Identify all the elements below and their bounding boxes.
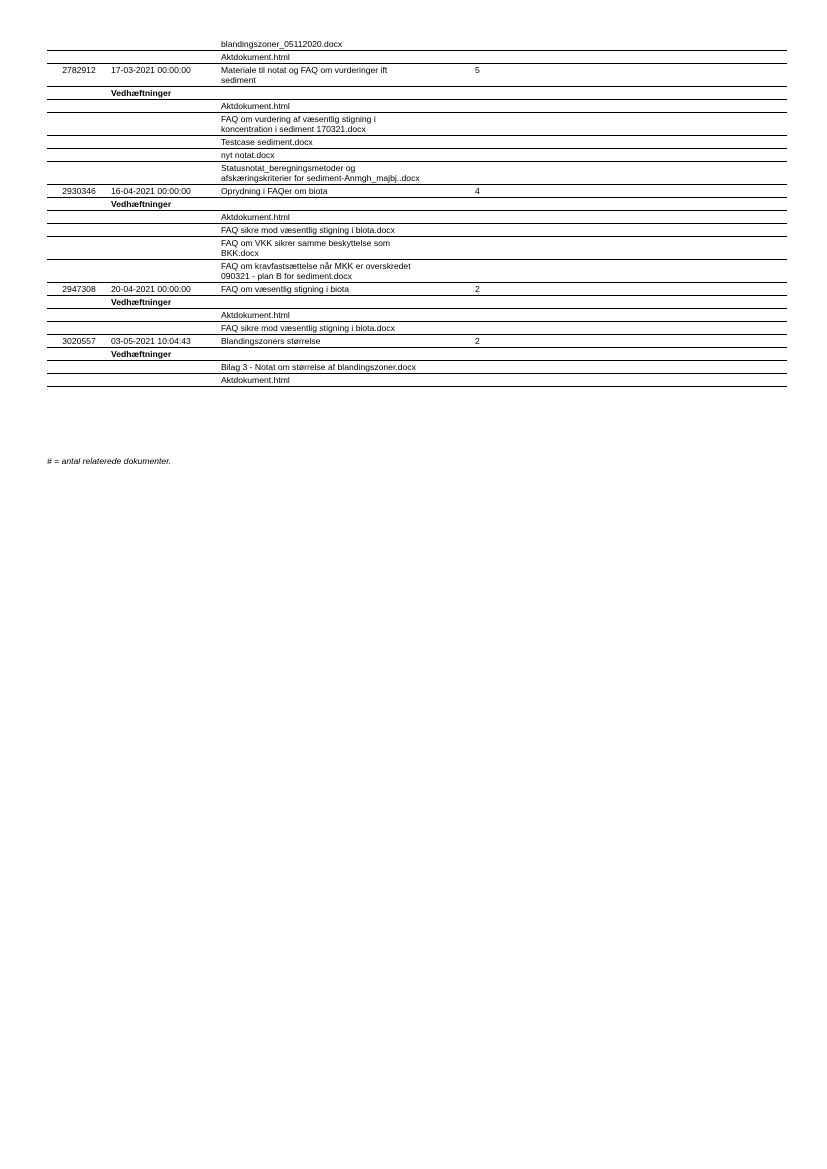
record-id-cell	[47, 64, 111, 87]
attachment-cell	[47, 113, 111, 136]
attachment-cell	[221, 149, 475, 162]
footnote: # = antal relaterede dokumenter.	[47, 456, 172, 466]
attachment-cell	[47, 374, 111, 387]
record-date: 17-03-2021 00:00:00	[111, 65, 191, 75]
record-date: 03-05-2021 10:04:43	[111, 336, 191, 346]
attachment-file-name: Aktdokument.html	[221, 52, 290, 62]
record-count-cell	[475, 185, 787, 198]
attachment-cell	[221, 38, 475, 51]
attachment-file-name: FAQ om vurdering af væsentlig stigning i koncentration i sediment 170321.docx	[221, 114, 376, 134]
attachment-cell	[111, 224, 221, 237]
attachments-heading: Vedhæftninger	[111, 349, 172, 359]
attachment-cell	[221, 162, 475, 185]
attachment-row	[47, 136, 787, 149]
attachment-row	[47, 162, 787, 185]
attachment-cell	[221, 361, 475, 374]
attachment-row	[47, 361, 787, 374]
attachment-file-name: FAQ om kravfastsættelse når MKK er overskredet 090321 - plan B for sediment.docx	[221, 261, 411, 281]
attachment-cell	[475, 113, 787, 136]
attachments-header-row	[47, 198, 787, 211]
attachment-cell	[111, 51, 221, 64]
attachment-row	[47, 260, 787, 283]
attachment-cell	[47, 211, 111, 224]
attachment-cell	[111, 38, 221, 51]
attachments-header-row	[47, 348, 787, 361]
attachments-header-cell	[111, 296, 221, 309]
record-title-cell	[221, 185, 475, 198]
attachment-cell	[111, 361, 221, 374]
attachment-cell	[221, 211, 475, 224]
attachment-cell	[475, 162, 787, 185]
attachment-cell	[47, 322, 111, 335]
attachments-heading: Vedhæftninger	[111, 297, 172, 307]
attachments-header-cell	[221, 348, 475, 361]
attachment-cell	[221, 51, 475, 64]
record-title: Blandingszoners størrelse	[221, 336, 321, 346]
record-date-cell	[111, 283, 221, 296]
attachments-header-cell	[111, 198, 221, 211]
attachments-header-row	[47, 87, 787, 100]
record-row	[47, 335, 787, 348]
record-count: 4	[475, 186, 480, 196]
attachment-cell	[221, 224, 475, 237]
record-id-cell	[47, 185, 111, 198]
attachment-cell	[475, 374, 787, 387]
attachment-cell	[475, 149, 787, 162]
record-title-cell	[221, 335, 475, 348]
record-title-cell	[221, 283, 475, 296]
record-id: 2947308	[62, 284, 96, 294]
attachments-header-row	[47, 296, 787, 309]
record-title: Materiale til notat og FAQ om vurderinger ift sediment	[221, 65, 388, 85]
attachment-cell	[47, 309, 111, 322]
attachment-row	[47, 51, 787, 64]
attachment-cell	[47, 237, 111, 260]
attachment-row	[47, 309, 787, 322]
attachment-file-name: FAQ sikre mod væsentlig stigning i biota.docx	[221, 225, 395, 235]
record-id-cell	[47, 335, 111, 348]
attachment-cell	[475, 211, 787, 224]
attachment-cell	[475, 309, 787, 322]
attachment-row	[47, 322, 787, 335]
attachment-cell	[111, 260, 221, 283]
attachment-file-name: FAQ sikre mod væsentlig stigning i biota.docx	[221, 323, 395, 333]
record-id: 2782912	[62, 65, 96, 75]
document-list-table	[47, 38, 787, 387]
attachment-cell	[475, 51, 787, 64]
attachment-cell	[47, 38, 111, 51]
record-id: 3020557	[62, 336, 96, 346]
attachment-file-name: nyt notat.docx	[221, 150, 275, 160]
attachment-cell	[221, 322, 475, 335]
attachment-cell	[221, 100, 475, 113]
attachment-row	[47, 100, 787, 113]
attachment-cell	[475, 224, 787, 237]
record-date: 16-04-2021 00:00:00	[111, 186, 191, 196]
attachments-header-cell	[475, 296, 787, 309]
record-title: Oprydning i FAQer om biota	[221, 186, 328, 196]
attachment-cell	[221, 136, 475, 149]
record-row	[47, 185, 787, 198]
attachment-cell	[111, 113, 221, 136]
attachments-header-cell	[47, 296, 111, 309]
record-count-cell	[475, 283, 787, 296]
attachment-cell	[221, 260, 475, 283]
attachment-cell	[111, 162, 221, 185]
attachment-cell	[111, 149, 221, 162]
attachment-cell	[221, 374, 475, 387]
attachments-header-cell	[221, 296, 475, 309]
record-title: FAQ om væsentlig stigning i biota	[221, 284, 350, 294]
attachment-cell	[111, 374, 221, 387]
attachments-header-cell	[47, 87, 111, 100]
attachment-cell	[221, 237, 475, 260]
attachment-cell	[111, 322, 221, 335]
attachment-cell	[475, 38, 787, 51]
record-count-cell	[475, 64, 787, 87]
attachment-cell	[47, 260, 111, 283]
attachment-file-name: Statusnotat_beregningsmetoder og afskæringskriterier for sediment-Anmgh_majbj..docx	[221, 163, 420, 183]
attachment-file-name: Testcase sediment.docx	[221, 137, 313, 147]
attachment-cell	[221, 309, 475, 322]
record-date-cell	[111, 64, 221, 87]
attachment-cell	[47, 162, 111, 185]
attachments-header-cell	[111, 87, 221, 100]
attachment-cell	[475, 136, 787, 149]
attachment-cell	[475, 322, 787, 335]
attachment-file-name: Bilag 3 - Notat om størrelse af blandingszoner.docx	[221, 362, 416, 372]
attachments-header-cell	[475, 198, 787, 211]
attachment-cell	[111, 100, 221, 113]
attachment-cell	[475, 100, 787, 113]
record-count: 2	[475, 284, 480, 294]
record-date-cell	[111, 185, 221, 198]
record-id-cell	[47, 283, 111, 296]
attachments-heading: Vedhæftninger	[111, 199, 172, 209]
attachment-file-name: Aktdokument.html	[221, 212, 290, 222]
attachment-cell	[475, 260, 787, 283]
record-row	[47, 283, 787, 296]
attachment-row	[47, 149, 787, 162]
attachment-row	[47, 224, 787, 237]
attachment-cell	[475, 237, 787, 260]
attachments-header-cell	[47, 348, 111, 361]
attachment-cell	[111, 309, 221, 322]
attachment-row	[47, 38, 787, 51]
attachment-row	[47, 374, 787, 387]
attachment-row	[47, 211, 787, 224]
attachment-file-name: FAQ om VKK sikrer samme beskyttelse som BKK.docx	[221, 238, 391, 258]
attachment-cell	[47, 361, 111, 374]
attachment-cell	[47, 100, 111, 113]
record-id: 2930346	[62, 186, 96, 196]
attachment-file-name: Aktdokument.html	[221, 375, 290, 385]
attachments-header-cell	[475, 348, 787, 361]
attachments-header-cell	[111, 348, 221, 361]
attachments-header-cell	[221, 87, 475, 100]
attachment-cell	[475, 361, 787, 374]
attachment-file-name: Aktdokument.html	[221, 310, 290, 320]
attachments-heading: Vedhæftninger	[111, 88, 172, 98]
attachment-cell	[221, 113, 475, 136]
record-date-cell	[111, 335, 221, 348]
record-date: 20-04-2021 00:00:00	[111, 284, 191, 294]
attachments-header-cell	[221, 198, 475, 211]
record-title-cell	[221, 64, 475, 87]
record-row	[47, 64, 787, 87]
document-list-body	[47, 38, 787, 387]
record-count: 5	[475, 65, 480, 75]
attachment-cell	[47, 224, 111, 237]
record-count: 2	[475, 336, 480, 346]
attachment-file-name: blandingszoner_05112020.docx	[221, 39, 343, 49]
attachment-cell	[111, 237, 221, 260]
attachment-cell	[111, 211, 221, 224]
attachment-cell	[47, 149, 111, 162]
attachment-cell	[47, 51, 111, 64]
attachment-file-name: Aktdokument.html	[221, 101, 290, 111]
attachment-row	[47, 237, 787, 260]
attachment-cell	[47, 136, 111, 149]
attachments-header-cell	[47, 198, 111, 211]
attachment-cell	[111, 136, 221, 149]
attachments-header-cell	[475, 87, 787, 100]
record-count-cell	[475, 335, 787, 348]
attachment-row	[47, 113, 787, 136]
